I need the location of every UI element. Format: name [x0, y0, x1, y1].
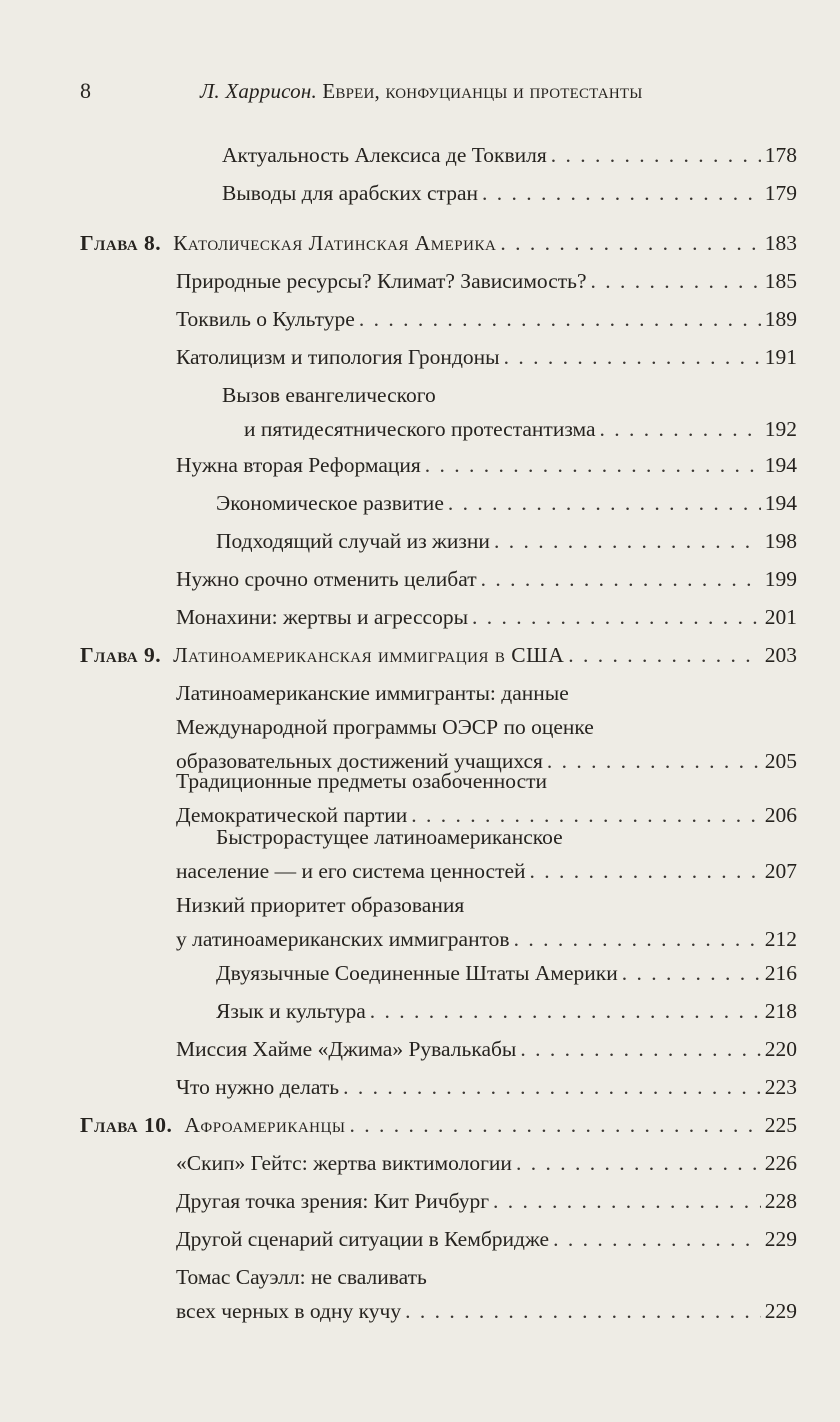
dot-leader: [494, 524, 761, 558]
toc-entry-title: Другой сценарий ситуации в Кембридже: [176, 1227, 550, 1251]
toc-page-number: 226: [764, 1151, 797, 1175]
toc-entry: [0, 524, 840, 558]
toc-entry-title: Что нужно делать: [176, 1075, 340, 1099]
running-header: [0, 74, 840, 108]
dot-leader: [349, 1108, 760, 1142]
toc-entry-title: Выводы для арабских стран: [222, 181, 479, 205]
toc-entry-title: Томас Сауэлл: не сваливать: [176, 1265, 427, 1289]
chapter-label: Глава 10.: [80, 1113, 173, 1137]
toc-page-number: 225: [764, 1113, 797, 1137]
toc-entry-title: Нужна вторая Реформация: [176, 453, 421, 477]
toc-entry-title: Монахини: жертвы и агрессоры: [176, 605, 469, 629]
toc-entry: [0, 138, 840, 172]
toc-entry-title: Токвиль о Культуре: [176, 307, 355, 331]
dot-leader: [370, 994, 761, 1028]
toc-entry-title: Низкий приоритет образования: [176, 893, 465, 917]
toc-entry-title: Международной программы ОЭСР по оценке: [176, 715, 594, 739]
toc-entry-title: Демократической партии: [176, 803, 408, 827]
toc-entry-title: Двуязычные Соединенные Штаты Америки: [216, 961, 618, 985]
toc-page-number: 212: [764, 927, 797, 951]
toc-entry: [0, 676, 840, 778]
toc-chapter: [0, 1108, 840, 1142]
dot-leader: [472, 600, 761, 634]
toc-entry-title: население — и его система ценностей: [176, 859, 526, 883]
chapter-label: Глава 8.: [80, 231, 162, 255]
dot-leader: [516, 1146, 761, 1180]
toc-entry: [0, 264, 840, 298]
toc-entry: [0, 448, 840, 482]
dot-leader: [551, 138, 761, 172]
dot-leader: [425, 448, 761, 482]
toc-page-number: 206: [764, 803, 797, 827]
toc-page-number: 229: [764, 1299, 797, 1323]
dot-leader: [568, 638, 760, 672]
toc-entry-title: Быстрорастущее латиноамериканское: [216, 825, 563, 849]
dot-leader: [553, 1222, 761, 1256]
dot-leader: [500, 226, 760, 260]
toc-page-number: 229: [764, 1227, 797, 1251]
page-number: 8: [80, 78, 91, 103]
dot-leader: [591, 264, 761, 298]
toc-page-number: 198: [764, 529, 797, 553]
toc-entry: [0, 1146, 840, 1180]
toc-page-number: 218: [764, 999, 797, 1023]
toc-entry-title: Подходящий случай из жизни: [216, 529, 490, 553]
dot-leader: [481, 562, 761, 596]
book-title: Евреи, конфуцианцы и протестанты: [322, 79, 643, 103]
toc-page-number: 199: [764, 567, 797, 591]
toc-chapter: [0, 226, 840, 260]
toc-page-number: 223: [764, 1075, 797, 1099]
toc-entry: [0, 994, 840, 1028]
toc-entry-title: Католическая Латинская Америка: [173, 231, 497, 255]
toc-page-number: 228: [764, 1189, 797, 1213]
toc-entry-title: образовательных достижений учащихся: [176, 749, 543, 773]
toc-entry: [0, 600, 840, 634]
author-name: Л. Харрисон.: [200, 79, 317, 103]
toc-entry-title: Другая точка зрения: Кит Ричбург: [176, 1189, 490, 1213]
chapter-label: Глава 9.: [80, 643, 162, 667]
toc-page-number: 220: [764, 1037, 797, 1061]
toc-page-number: 189: [764, 307, 797, 331]
dot-leader: [530, 854, 761, 888]
toc-page-number: 201: [764, 605, 797, 629]
dot-leader: [482, 176, 761, 210]
dot-leader: [504, 340, 761, 374]
toc-entry-title: Католицизм и типология Грондоны: [176, 345, 500, 369]
toc-entry-title: Язык и культура: [216, 999, 366, 1023]
running-title: [200, 74, 643, 108]
toc-entry-title: Традиционные предметы озабоченности: [176, 769, 548, 793]
toc-entry-title: и пятидесятнического протестантизма: [244, 417, 596, 441]
toc-page-number: 192: [764, 417, 797, 441]
toc-entry-title: Латиноамериканская иммиграция в США: [173, 643, 565, 667]
toc-entry: [0, 1260, 840, 1328]
toc-page-number: 185: [764, 269, 797, 293]
toc-entry-title: Вызов евангелического: [222, 383, 436, 407]
toc-entry-title: Латиноамериканские иммигранты: данные: [176, 681, 569, 705]
toc-entry: [0, 956, 840, 990]
toc-entry: [0, 888, 840, 956]
toc-page-number: 194: [764, 453, 797, 477]
dot-leader: [622, 956, 761, 990]
toc-entry: [0, 1184, 840, 1218]
toc-entry-title: «Скип» Гейтс: жертва виктимологии: [176, 1151, 512, 1175]
toc-page-number: 205: [764, 749, 797, 773]
toc-page-number: 183: [764, 231, 797, 255]
dot-leader: [448, 486, 761, 520]
toc-page-number: 179: [764, 181, 797, 205]
toc-page-number: 194: [764, 491, 797, 515]
toc-entry: [0, 562, 840, 596]
toc-entry-title: всех черных в одну кучу: [176, 1299, 402, 1323]
dot-leader: [493, 1184, 761, 1218]
toc-entry-title: Экономическое развитие: [216, 491, 444, 515]
toc-entry-title: Афроамериканцы: [184, 1113, 346, 1137]
toc-page-number: 207: [764, 859, 797, 883]
toc-entry-title: Природные ресурсы? Климат? Зависимость?: [176, 269, 587, 293]
dot-leader: [343, 1070, 761, 1104]
toc-entry-title: Актуальность Алексиса де Токвиля: [222, 143, 547, 167]
toc-entry: [0, 1032, 840, 1066]
toc-entry: [0, 486, 840, 520]
toc-page-number: 203: [764, 643, 797, 667]
toc-entry: [0, 378, 840, 446]
dot-leader: [359, 302, 761, 336]
toc-entry-title: Нужно срочно отменить целибат: [176, 567, 477, 591]
dot-leader: [405, 1294, 761, 1328]
toc-entry: [0, 176, 840, 210]
toc-entry: [0, 820, 840, 888]
toc-page-number: 178: [764, 143, 797, 167]
dot-leader: [514, 922, 761, 956]
toc-entry: [0, 1070, 840, 1104]
toc-page-number: 191: [764, 345, 797, 369]
toc-entry: [0, 1222, 840, 1256]
toc-entry: [0, 302, 840, 336]
toc-entry: [0, 340, 840, 374]
dot-leader: [600, 412, 761, 446]
toc-chapter: [0, 638, 840, 672]
toc-page-number: 216: [764, 961, 797, 985]
dot-leader: [520, 1032, 760, 1066]
toc-entry-title: Миссия Хайме «Джима» Рувалькабы: [176, 1037, 517, 1061]
toc-entry-title: у латиноамериканских иммигрантов: [176, 927, 510, 951]
